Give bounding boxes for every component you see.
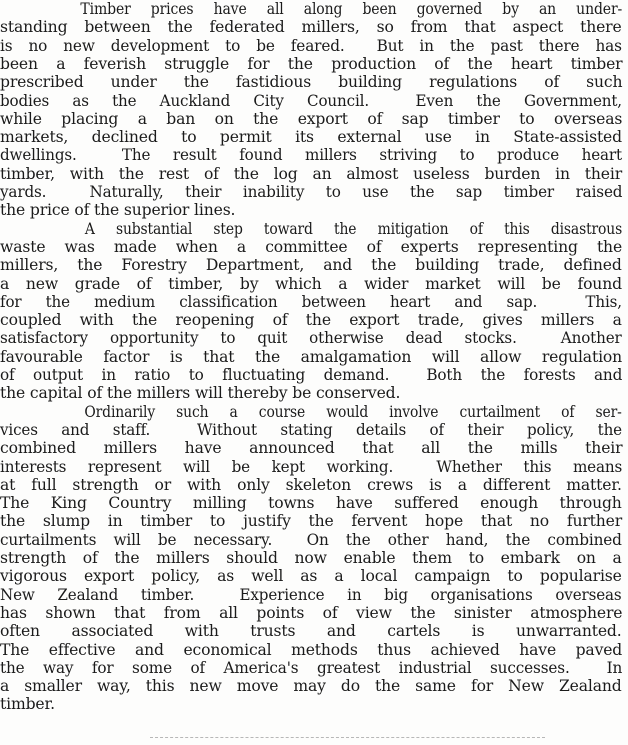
article-line: satisfactory opportunity to quit otherwise dead stocks. Another xyxy=(0,329,622,348)
article-line: vices and staff. Without stating details of their policy, the xyxy=(0,420,622,439)
article-line: favourable factor is that the amalgamation will allow regulation xyxy=(0,347,623,366)
article-line: bodies as the Auckland City Council. Even the Government, xyxy=(0,91,622,110)
article-line: New Zealand timber. Experience in big organisations overseas xyxy=(0,585,622,604)
article-line: the capital of the millers will thereby be conserved. xyxy=(0,384,401,403)
article-line: has shown that from all points of view the sinister atmosphere xyxy=(0,603,623,622)
article-line: vigorous export policy, as well as a local campaign to popularise xyxy=(0,567,622,586)
article-line: timber, with the rest of the log an almost useless burden in their xyxy=(0,164,623,183)
article-line: interests represent will be kept working. Whether this means xyxy=(0,457,623,476)
article-line: strength of the millers should now enable them to embark on a xyxy=(0,549,622,567)
article-line: prescribed under the fastidious building regulations of such xyxy=(0,73,623,92)
article-line: millers, the Forestry Department, and the building trade, defined xyxy=(0,256,622,275)
article-line: yards. Naturally, their inability to use the sap timber raised xyxy=(0,183,623,201)
article-line: A substantial step toward the mitigation of this disastrous xyxy=(0,219,623,238)
article-line: timber. xyxy=(0,695,55,714)
article-line: while placing a ban on the export of sap timber to overseas xyxy=(0,109,623,128)
article-line: is no new development to be feared. But in the past there has xyxy=(0,36,622,55)
column-end-rule xyxy=(150,737,545,738)
article-line: Timber prices have all along been governed by an under- xyxy=(0,0,623,18)
article-line: standing between the federated millers, so from that aspect there xyxy=(0,18,622,37)
article-line: coupled with the reopening of the export trade, gives millers a xyxy=(0,311,622,330)
article-line: Ordinarily such a course would involve curtailment of ser- xyxy=(0,402,622,421)
article-line: The effective and economical methods thus achieved have paved xyxy=(0,640,623,659)
article-line: markets, declined to permit its external use in State-assisted xyxy=(0,128,622,147)
article-line: The King Country milling towns have suffered enough through xyxy=(0,494,622,513)
article-line: a new grade of timber, by which a wider market will be found xyxy=(0,274,622,293)
article-line: a smaller way, this new move may do the same for New Zealand xyxy=(0,677,622,696)
article-line: dwellings. The result found millers striving to produce heart xyxy=(0,146,622,165)
article-line: often associated with trusts and cartels is unwarranted. xyxy=(0,622,622,641)
article-line: waste was made when a committee of experts representing the xyxy=(0,237,623,256)
article-line: at full strength or with only skeleton crews is a different matter. xyxy=(0,475,622,494)
article-line: curtailments will be necessary. On the other hand, the combined xyxy=(0,530,622,549)
article-line: combined millers have announced that all the mills their xyxy=(0,439,623,458)
article-line: been a feverish struggle for the production of the heart timber xyxy=(0,54,623,73)
article-line: for the medium classification between heart and sap. This, xyxy=(0,292,622,311)
article-line: the price of the superior lines. xyxy=(0,201,236,220)
article-line: the way for some of America's greatest industrial successes. In xyxy=(0,658,623,677)
article-line: the slump in timber to justify the fervent hope that no further xyxy=(0,512,623,531)
article-line: of output in ratio to fluctuating demand. Both the forests and xyxy=(0,366,623,384)
